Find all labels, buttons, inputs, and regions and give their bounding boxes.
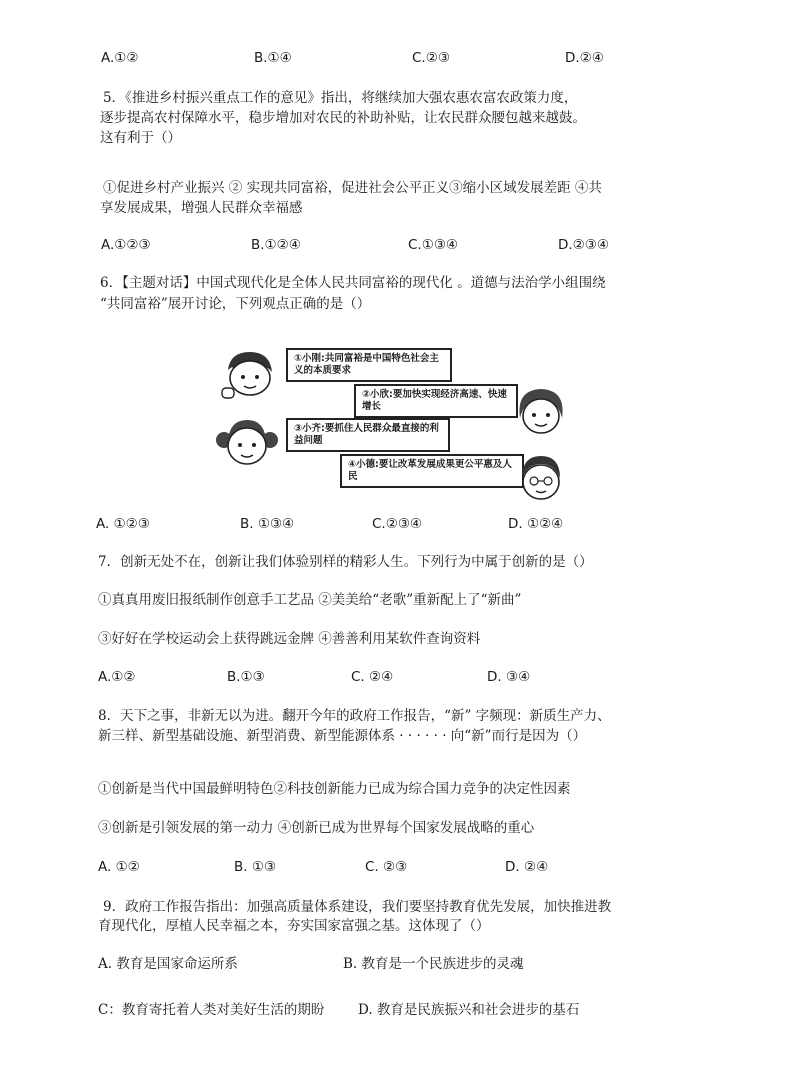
q8-stem-line-2: 新三样、新型基础设施、新型消费、新型能源体系 · · · · · · 向“新”而行是因为（） bbox=[98, 728, 587, 744]
q4-option-d: D.②④ bbox=[565, 50, 604, 66]
q5-option-b: B.①②④ bbox=[251, 237, 301, 253]
q8-option-d: D. ②④ bbox=[505, 859, 549, 875]
q5-stem-line-3: 这有利于（） bbox=[100, 130, 181, 146]
q7-option-d: D. ③④ bbox=[487, 669, 531, 685]
speech-bubble-3: ③小齐:要抓住人民群众最直接的利益问题 bbox=[286, 418, 450, 452]
boy-character-icon bbox=[218, 348, 280, 403]
q5-option-a: A.①②③ bbox=[101, 237, 151, 253]
q5-stem-line-2: 逐步提高农村保障水平，稳步增加对农民的补助补贴，让农民群众腰包越来越鼓。 bbox=[100, 110, 586, 126]
q6-option-a: A. ①②③ bbox=[96, 516, 150, 532]
q5-stem-line-1: 5．《推进乡村振兴重点工作的意见》指出，将继续加大强农惠农富农政策力度， bbox=[103, 90, 578, 106]
q7-statement-2: ③好好在学校运动会上获得跳远金牌 ④善善利用某软件查询资料 bbox=[98, 631, 481, 647]
q9-option-d: D. 教育是民族振兴和社会进步的基石 bbox=[358, 1002, 580, 1018]
speech-bubble-2: ②小欣:要加快实现经济高速、快速增长 bbox=[354, 384, 518, 418]
q6-option-d: D. ①②④ bbox=[508, 516, 564, 532]
q9-stem-line-2: 育现代化，厚植人民幸福之本，夯实国家富强之基。这体现了（） bbox=[98, 918, 490, 934]
speech-bubble-1: ①小刚:共同富裕是中国特色社会主义的本质要求 bbox=[286, 348, 452, 382]
q8-option-a: A. ①② bbox=[98, 859, 140, 875]
q7-option-a: A.①② bbox=[98, 669, 136, 685]
discussion-illustration bbox=[214, 340, 574, 505]
q8-statement-2: ③创新是引领发展的第一动力 ④创新已成为世界每个国家发展战略的重心 bbox=[98, 820, 535, 836]
q4-option-c: C.②③ bbox=[412, 50, 450, 66]
q4-option-a: A.①② bbox=[101, 50, 139, 66]
q7-stem: 7．创新无处不在，创新让我们体验别样的精彩人生。下列行为中属于创新的是（） bbox=[98, 554, 593, 570]
q7-option-b: B.①③ bbox=[227, 669, 265, 685]
q9-stem-line-1: 9．政府工作报告指出：加强高质量体系建设，我们要坚持教育优先发展，加快推进教 bbox=[103, 899, 612, 915]
q9-option-c: C：教育寄托着人类对美好生活的期盼 bbox=[98, 1002, 325, 1018]
q8-option-c: C. ②③ bbox=[365, 859, 408, 875]
q8-option-b: B. ①③ bbox=[234, 859, 277, 875]
q7-statement-1: ①真真用废旧报纸制作创意手工艺品 ②美美给“老歌”重新配上了“新曲” bbox=[98, 592, 522, 608]
q6-option-b: B. ①③④ bbox=[240, 516, 295, 532]
q5-option-c: C.①③④ bbox=[408, 237, 459, 253]
q8-stem-line-1: 8．天下之事，非新无以为进。翻开今年的政府工作报告，“新” 字频现：新质生产力、 bbox=[98, 708, 611, 724]
q5-statement-line-2: 享发展成果，增强人民群众幸福感 bbox=[100, 200, 303, 216]
q6-stem-line-2: “共同富裕”展开讨论，下列观点正确的是（） bbox=[100, 296, 371, 312]
speech-bubble-4: ④小德:要让改革发展成果更公平惠及人民 bbox=[340, 454, 524, 488]
boy-glasses-character-icon bbox=[512, 450, 570, 505]
q9-option-b: B. 教育是一个民族进步的灵魂 bbox=[343, 956, 524, 972]
q4-option-b: B.①④ bbox=[254, 50, 292, 66]
girl-character-icon bbox=[512, 384, 570, 439]
q6-option-c: C.②③④ bbox=[372, 516, 423, 532]
q7-option-c: C. ②④ bbox=[351, 669, 394, 685]
q9-option-a: A. 教育是国家命运所系 bbox=[98, 956, 238, 972]
girl-pigtails-character-icon bbox=[214, 414, 280, 474]
q6-stem-line-1: 6．【主题对话】中国式现代化是全体人民共同富裕的现代化 。道德与法治学小组围绕 bbox=[100, 275, 606, 291]
q8-statement-1: ①创新是当代中国最鲜明特色②科技创新能力已成为综合国力竞争的决定性因素 bbox=[98, 781, 571, 797]
q5-statement-line-1: ①促进乡村产业振兴 ② 实现共同富裕，促进社会公平正义③缩小区域发展差距 ④共 bbox=[103, 180, 602, 196]
q5-option-d: D.②③④ bbox=[558, 237, 609, 253]
